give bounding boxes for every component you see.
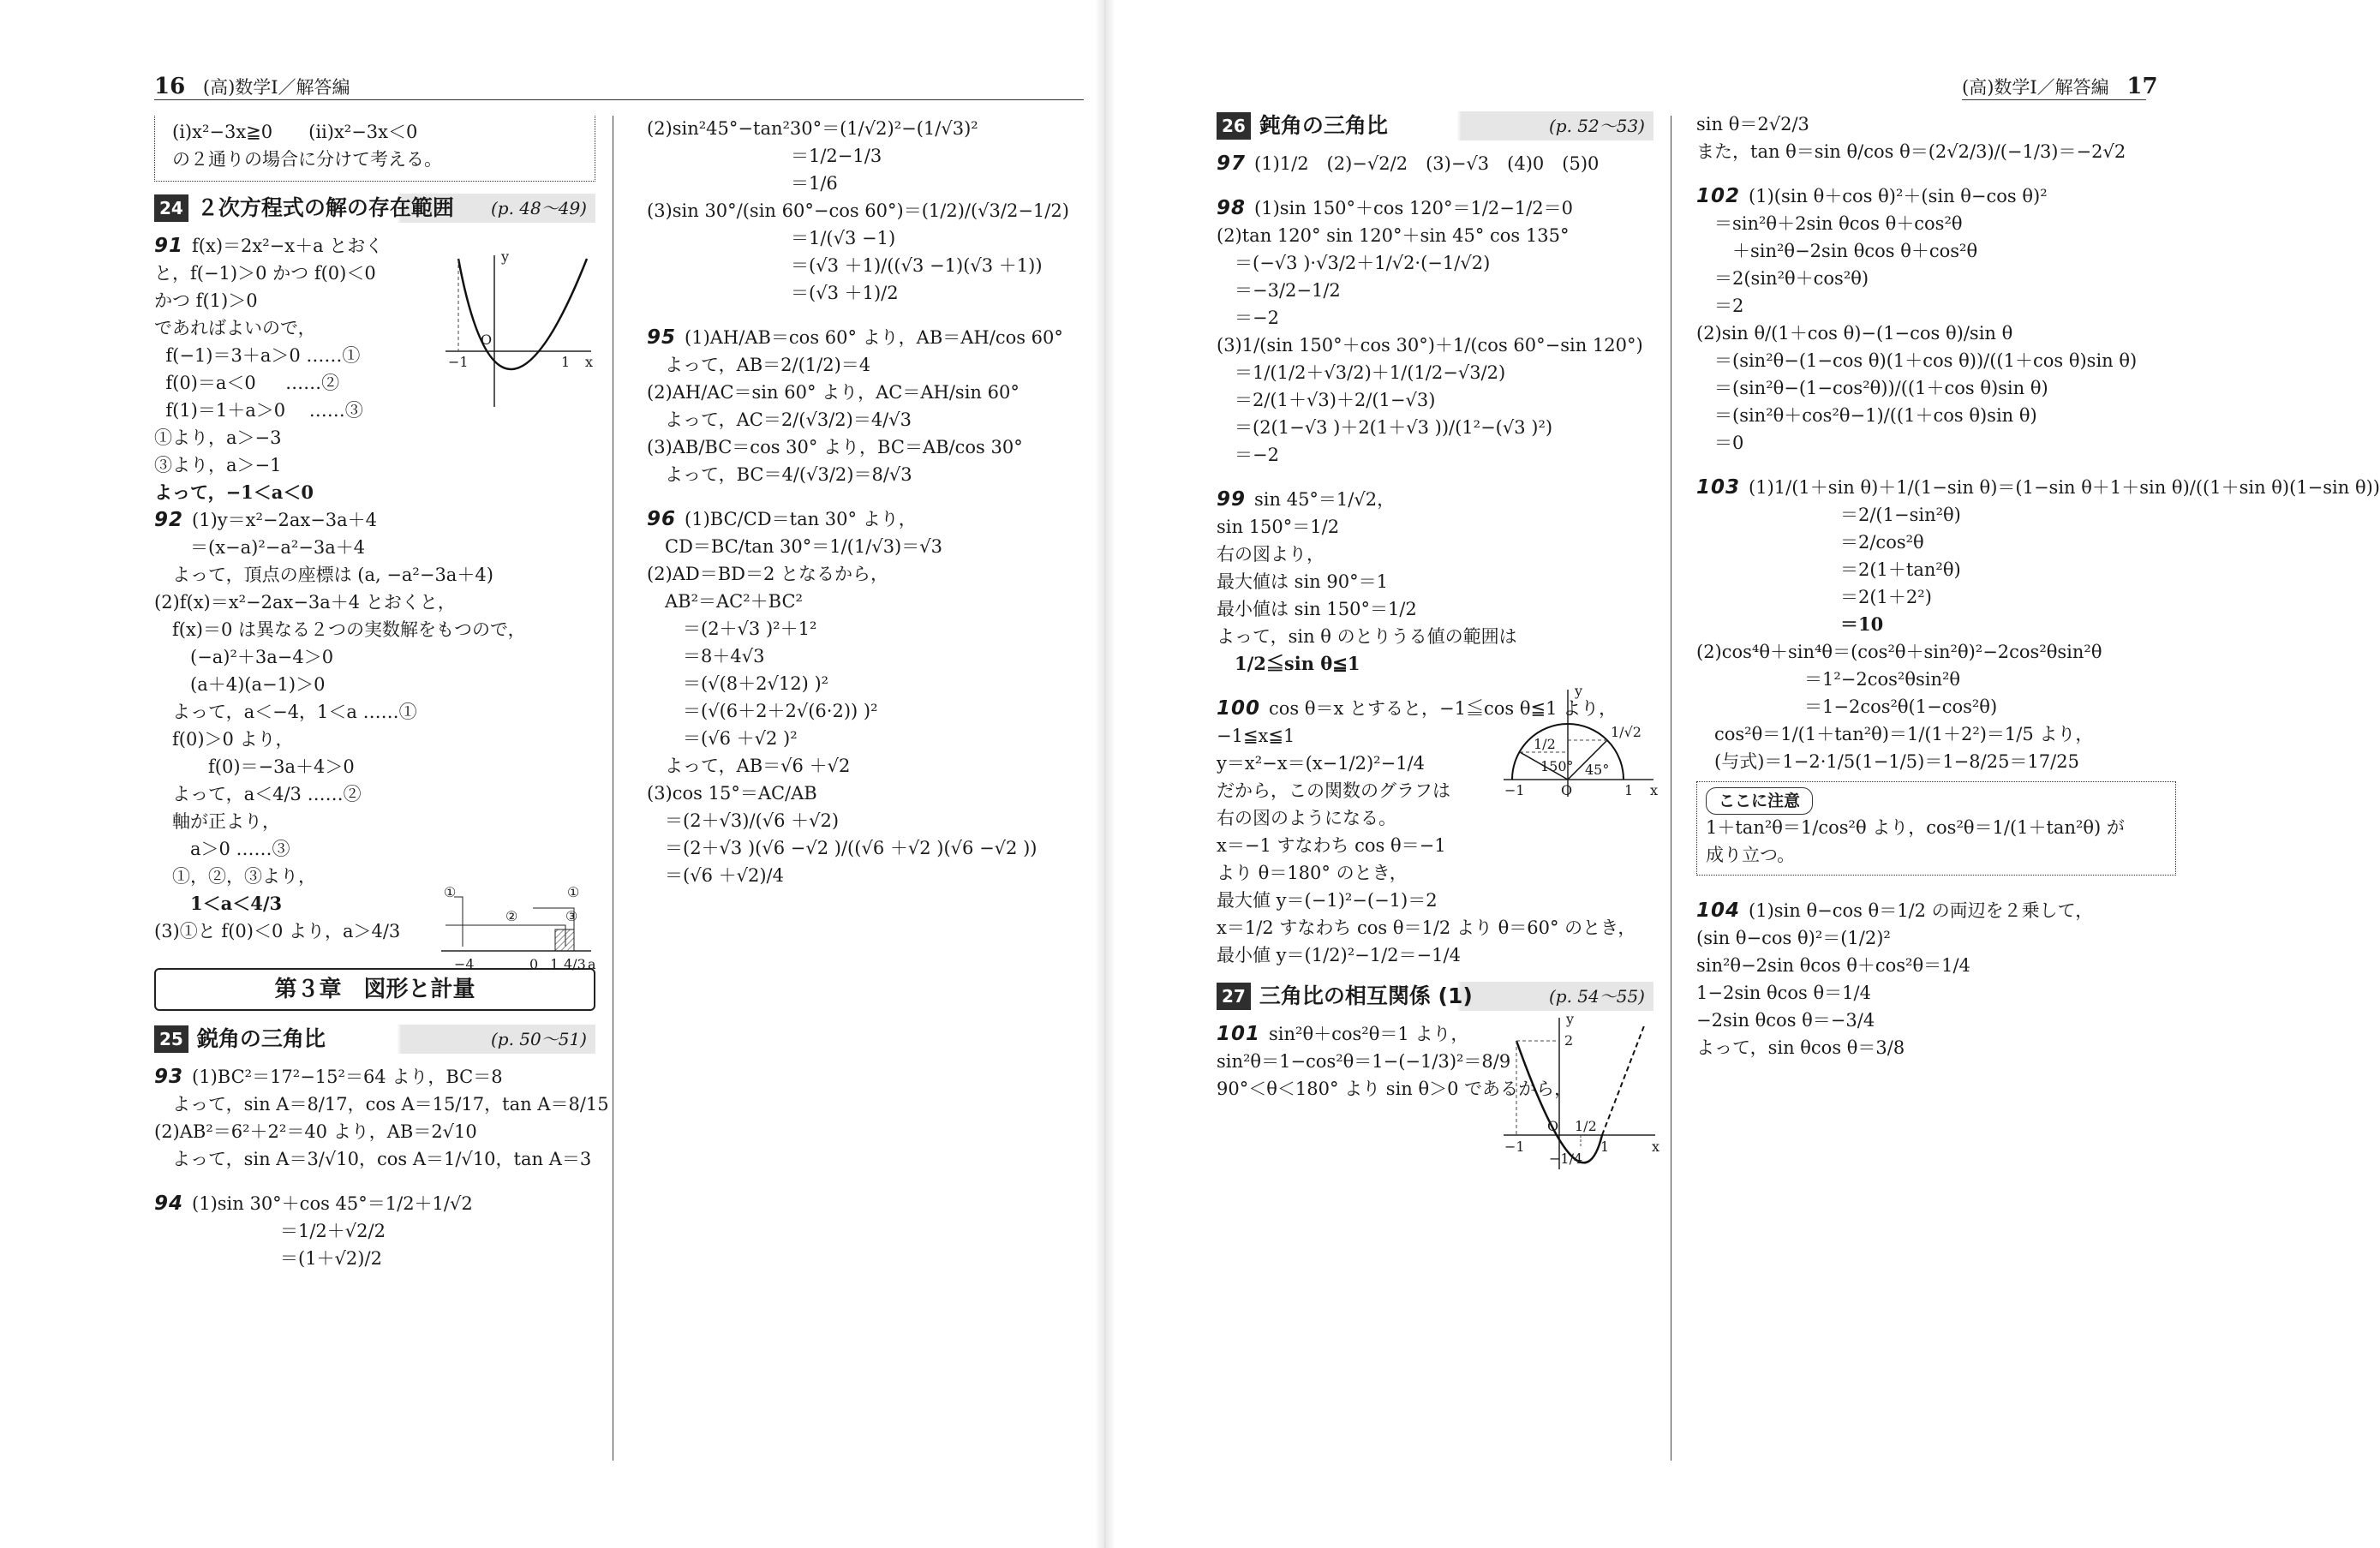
problem-number: 104 [1696, 900, 1741, 922]
answer-line: ＝2(1＋2²) [1696, 587, 1932, 607]
answer-line: (1)sin 150°＋cos 120°＝1/2−1/2＝0 [1254, 198, 1574, 218]
answer-line: f(x)＝0 は異なる２つの実数解をもつので， [154, 619, 526, 640]
answer-line: x＝−1 すなわち cos θ＝−1 [1217, 835, 1446, 856]
problem-number: 98 [1217, 197, 1247, 219]
section-pages: (p. 50〜51) [490, 1029, 587, 1049]
left-header-title: (高)数学Ⅰ／解答編 [202, 77, 350, 98]
answer-line: ＝(2(1−√3 )＋2(1＋√3 ))/(1²−(√3 )²) [1217, 417, 1553, 438]
answer-line: また，tan θ＝sin θ/cos θ＝(2√2/3)/(−1/3)＝−2√2 [1696, 141, 2126, 162]
section-number: 24 [154, 194, 188, 222]
right-page-number: 17 [2126, 74, 2158, 99]
answer-line: (2)f(x)＝x²−2ax−3a＋4 とおくと， [154, 592, 456, 613]
answer-line: (1)sin θ−cos θ＝1/2 の両辺を２乗して， [1749, 900, 2094, 921]
left-column-2 [647, 116, 1092, 890]
answer-line: f(x)＝2x²−x＋a とおく [192, 236, 384, 256]
problem-98 [1217, 195, 1653, 469]
fig-label: 1 [550, 956, 559, 972]
answer-line: sin 150°＝1/2 [1217, 517, 1340, 537]
problem-94-cont [647, 116, 1092, 308]
answer-line: 1−2sin θcos θ＝1/4 [1696, 983, 1871, 1003]
answer-line: と，f(−1)＞0 かつ f(0)＜0 [154, 263, 376, 284]
fig-label: −4 [454, 956, 475, 972]
note-line: 1＋tan²θ＝1/cos²θ より，cos²θ＝1/(1＋tan²θ) が [1706, 817, 2125, 838]
answer-line: よって，AB＝√6 ＋√2 [647, 756, 851, 776]
answer-line: よって，AB＝2/(1/2)＝4 [647, 355, 871, 375]
answer-line: ＝−2 [1217, 445, 1279, 465]
answer-line: よって，a＜4/3 ……② [154, 784, 362, 804]
fig-label: −1 [1504, 782, 1525, 798]
problem-101-cont [1696, 111, 2176, 166]
answer-line: −2sin θcos θ＝−3/4 [1696, 1010, 1875, 1031]
problem-number: 97 [1217, 152, 1247, 175]
answer-line: (−a)²＋3a−4＞0 [154, 647, 334, 667]
answer-line: だから，この関数のグラフは [1217, 780, 1450, 801]
right-header-rule [1962, 99, 2146, 100]
answer-line: (与式)＝1−2·1/5(1−1/5)＝1−8/25＝17/25 [1696, 751, 2079, 772]
answer-line: ＝(sin²θ＋cos²θ−1)/((1＋cos θ)sin θ) [1696, 405, 2037, 426]
note-title: ここに注意 [1706, 787, 1813, 815]
answer-line: (2)tan 120° sin 120°＋sin 45° cos 135° [1217, 225, 1570, 246]
fig-label: a [588, 956, 596, 972]
problem-number: 101 [1217, 1023, 1261, 1045]
fig-label: x [1650, 782, 1659, 798]
answer-line: ＝−3/2−1/2 [1217, 280, 1341, 301]
answer-line: (3)AB/BC＝cos 30° より，BC＝AB/cos 30° [647, 437, 1023, 457]
problem-number: 102 [1696, 185, 1741, 207]
answer-line: (a＋4)(a−1)＞0 [154, 674, 326, 695]
problem-94 [154, 1191, 595, 1273]
answer-line: (1)y＝x²−2ax−3a＋4 [192, 510, 378, 530]
answer-line: (1)sin 30°＋cos 45°＝1/2＋1/√2 [192, 1193, 473, 1214]
fig-label: y [1575, 683, 1583, 699]
answer-line: (1)BC²＝17²−15²＝64 より，BC＝8 [192, 1067, 503, 1087]
answer-line: ＝−2 [1217, 308, 1279, 328]
answer-line: よって，−1＜a＜0 [154, 481, 314, 503]
answer-line: よって，a＜−4，1＜a ……① [154, 702, 417, 722]
section-pages: (p. 54〜55) [1548, 986, 1645, 1007]
answer-line: f(0)＝a＜0 ……② [154, 373, 340, 393]
answer-line: (2)AD＝BD＝2 となるから， [647, 564, 889, 584]
fig-label: O [481, 332, 493, 348]
figure-92-number-line [437, 884, 600, 981]
answer-line: (1)1/2 (2)−√2/2 (3)−√3 (4)0 (5)0 [1254, 153, 1600, 174]
answer-line: ＝(sin²θ−(1−cos²θ))/((1＋cos θ)sin θ) [1696, 378, 2048, 398]
answer-line: f(0)＝−3a＋4＞0 [154, 756, 355, 777]
section-number: 27 [1217, 983, 1251, 1010]
fig-label: −1 [448, 354, 469, 370]
fig-label: ① [444, 884, 457, 900]
answer-line: ＝2/(1−sin²θ) [1696, 505, 1961, 525]
answer-line: ①，②，③より， [154, 866, 316, 887]
answer-line: ＝(x−a)²−a²−3a＋4 [154, 537, 366, 558]
fig-label: 4/3 [564, 956, 586, 972]
answer-line: 1＜a＜4/3 [154, 893, 283, 914]
right-column-1 [1217, 111, 1653, 1103]
answer-line: ＝(√6 ＋√2 )² [647, 728, 798, 749]
left-page [0, 0, 1105, 1548]
section-title: 三角比の相互関係 (1) [1259, 983, 1473, 1008]
answer-line: CD＝BC/tan 30°＝1/(1/√3)＝√3 [647, 536, 942, 557]
answer-line: ＝1/(1/2＋√3/2)＋1/(1/2−√3/2) [1217, 362, 1506, 383]
problem-number: 95 [647, 326, 677, 349]
problem-number: 103 [1696, 476, 1741, 499]
note-line: 成り立つ。 [1706, 845, 1796, 865]
answer-line: ＝8＋4√3 [647, 646, 765, 666]
answer-line: ＝(2＋√3)/(√6 ＋√2) [647, 810, 840, 831]
fig-label: 45° [1585, 762, 1610, 778]
section-number: 25 [154, 1025, 188, 1053]
answer-line: ＝10 [1696, 613, 1884, 635]
problem-92 [154, 507, 595, 946]
answer-line: 軸が正より， [154, 811, 280, 832]
answer-line: ＝1²−2cos²θsin²θ [1696, 669, 1961, 690]
section-27-heading [1217, 982, 1653, 1011]
problem-103 [1696, 475, 2380, 776]
answer-line: (3)cos 15°＝AC/AB [647, 783, 817, 804]
answer-line: −1≦x≦1 [1217, 726, 1295, 746]
right-header [1962, 74, 2158, 99]
right-column-2 [1696, 111, 2380, 1062]
answer-line: ＝(−√3 )·√3/2＋1/√2·(−1/√2) [1217, 253, 1491, 273]
answer-line: であればよいので， [154, 318, 316, 338]
chapter-3-heading: 第３章 図形と計量 [154, 968, 595, 1011]
answer-line: ＝1/2＋√2/2 [154, 1221, 386, 1241]
problem-93 [154, 1064, 609, 1174]
fig-label: 0 [529, 956, 539, 972]
answer-line: ＝(√3 ＋1)/((√3 −1)(√3 ＋1)) [647, 255, 1043, 276]
answer-line: よって，sin A＝8/17，cos A＝15/17，tan A＝8/15 [154, 1094, 609, 1115]
answer-line: 1/2≦sin θ≦1 [1217, 653, 1360, 674]
answer-line: sin 45°＝1/√2， [1254, 489, 1396, 510]
fig-label: x [1652, 1139, 1660, 1155]
answer-line: ＝2 [1696, 296, 1744, 316]
answer-line: よって，sin A＝3/√10，cos A＝1/√10，tan A＝3 [154, 1149, 592, 1169]
answer-line: かつ f(1)＞0 [154, 290, 258, 311]
answer-line: ＝(2＋√3 )²＋1² [647, 619, 817, 639]
answer-line: (2)AB²＝6²＋2²＝40 より，AB＝2√10 [154, 1121, 477, 1142]
answer-line: f(1)＝1＋a＞0 ……③ [154, 400, 363, 421]
problem-number: 91 [154, 235, 184, 257]
answer-line: f(0)＞0 より， [154, 729, 294, 750]
answer-line: 右の図より， [1217, 544, 1325, 565]
answer-line: (1)BC/CD＝tan 30° より， [685, 509, 917, 529]
answer-line: ＝2/(1＋√3)＋2/(1−√3) [1217, 390, 1436, 410]
answer-line: ＝(√3 ＋1)/2 [647, 283, 899, 303]
figure-99-unit-circle [1499, 685, 1662, 805]
fig-label: y [501, 248, 510, 265]
answer-line: x＝1/2 すなわち cos θ＝1/2 より θ＝60° のとき， [1217, 917, 1636, 938]
left-header [154, 74, 350, 99]
fig-label: −1 [1504, 1139, 1525, 1155]
problem-99 [1217, 487, 1653, 678]
answer-line: ＝(2＋√3 )(√6 −√2 )/((√6 ＋√2 )(√6 −√2 )) [647, 838, 1038, 858]
fig-label: 150° [1540, 758, 1574, 774]
problem-95 [647, 325, 1092, 489]
fig-label: −1/4 [1549, 1151, 1583, 1167]
answer-line: ＝2(1＋tan²θ) [1696, 559, 1961, 580]
problem-number: 93 [154, 1066, 184, 1088]
answer-line: sin²θ−2sin θcos θ＋cos²θ＝1/4 [1696, 955, 1970, 976]
fig-label: O [1547, 1118, 1559, 1134]
answer-line: sin θ＝2√2/3 [1696, 114, 1809, 134]
answer-line: cos²θ＝1/(1＋tan²θ)＝1/(1＋2²)＝1/5 より， [1696, 724, 2094, 744]
top-note-line: の２通りの場合に分けて考える。 [172, 149, 442, 170]
figure-91-parabola [441, 248, 595, 411]
answer-line: (1)AH/AB＝cos 60° より，AB＝AH/cos 60° [685, 327, 1063, 348]
problem-number: 92 [154, 509, 184, 531]
fig-label: ① [567, 884, 580, 900]
fig-label: ③ [565, 908, 578, 924]
answer-line: (sin θ−cos θ)²＝(1/2)² [1696, 928, 1891, 948]
answer-line: ①より，a＞−3 [154, 427, 282, 448]
answer-line: ＝1/2−1/3 [647, 146, 882, 166]
problem-96 [647, 506, 1092, 890]
problem-number: 94 [154, 1192, 184, 1215]
problem-97 [1217, 151, 1653, 178]
top-note-box [154, 116, 595, 182]
problem-104 [1696, 898, 2176, 1062]
answer-line: ＝(√(6＋2＋2√(6·2)) )² [647, 701, 878, 721]
left-header-rule [154, 99, 1084, 100]
answer-line: (2)sin²45°−tan²30°＝(1/√2)²−(1/√3)² [647, 118, 978, 139]
section-title: 鈍角の三角比 [1259, 113, 1388, 138]
answer-line: a＞0 ……③ [154, 839, 290, 859]
right-page [1105, 0, 2380, 1548]
answer-line: (1)(sin θ＋cos θ)²＋(sin θ−cos θ)² [1749, 186, 2048, 206]
answer-line: よって，BC＝4/(√3/2)＝8/√3 [647, 464, 912, 485]
answer-line: ＝(√(8＋2√12) )² [647, 673, 829, 694]
fig-label: x [585, 354, 594, 370]
section-25-heading [154, 1025, 595, 1054]
answer-line: ＝1/6 [647, 173, 838, 194]
answer-line: 右の図のようになる。 [1217, 808, 1396, 828]
fig-label: 1/√2 [1611, 724, 1641, 740]
section-title: ２次方程式の解の存在範囲 [196, 195, 454, 220]
fig-label: 1/2 [1534, 736, 1556, 752]
problem-number: 100 [1217, 697, 1261, 720]
answer-line: ＋sin²θ−2sin θcos θ＋cos²θ [1696, 241, 1978, 261]
answer-line: (1)1/(1＋sin θ)＋1/(1−sin θ)＝(1−sin θ＋1＋sin θ)/((1＋sin θ)(1−sin θ)) [1749, 477, 2380, 498]
answer-line: (2)AH/AC＝sin 60° より，AC＝AH/sin 60° [647, 382, 1020, 403]
answer-line: 最大値は sin 90°＝1 [1217, 571, 1388, 592]
answer-line: よって，頂点の座標は (a, −a²−3a＋4) [154, 565, 493, 585]
answer-line: (3)①と f(0)＜0 より，a＞4/3 [154, 921, 401, 941]
section-26-heading [1217, 111, 1653, 140]
answer-line: cos θ＝x とすると，−1≦cos θ≦1 より， [1269, 698, 1618, 719]
section-title: 鋭角の三角比 [196, 1026, 326, 1051]
answer-line: ＝2/cos²θ [1696, 532, 1924, 553]
fig-label: y [1566, 1011, 1575, 1027]
answer-line: (2)cos⁴θ＋sin⁴θ＝(cos²θ＋sin²θ)²−2cos²θsin²θ [1696, 642, 2102, 662]
answer-line: 最小値 y＝(1/2)²−1/2＝−1/4 [1217, 945, 1461, 965]
section-pages: (p. 52〜53) [1548, 116, 1645, 136]
answer-line: f(−1)＝3＋a＞0 ……① [154, 345, 361, 366]
answer-line: (2)sin θ/(1＋cos θ)−(1−cos θ)/sin θ [1696, 323, 2013, 344]
section-pages: (p. 48〜49) [490, 198, 587, 218]
section-number: 26 [1217, 112, 1251, 140]
answer-line: 最小値は sin 150°＝1/2 [1217, 599, 1417, 619]
answer-line: よって，AC＝2/(√3/2)＝4/√3 [647, 409, 912, 430]
right-header-title: (高)数学Ⅰ／解答編 [1962, 77, 2109, 98]
fig-label: 1 [1600, 1139, 1610, 1155]
fig-label: O [1561, 782, 1573, 798]
answer-line: ＝sin²θ＋2sin θcos θ＋cos²θ [1696, 213, 1963, 234]
answer-line: よって，sin θcos θ＝3/8 [1696, 1037, 1905, 1058]
answer-line: ③より，a＞−1 [154, 455, 282, 475]
fig-label: 1/2 [1575, 1118, 1597, 1134]
answer-line: ＝1/(√3 −1) [647, 228, 896, 248]
problem-102 [1696, 183, 2176, 457]
answer-line: 90°＜θ＜180° より sin θ＞0 であるから， [1217, 1079, 1573, 1099]
answer-line: ＝2(sin²θ＋cos²θ) [1696, 268, 1869, 289]
answer-line: よって，sin θ のとりうる値の範囲は [1217, 626, 1517, 647]
answer-line: ＝(√6 ＋√2)/4 [647, 865, 784, 886]
answer-line: sin²θ＝1−cos²θ＝1−(−1/3)²＝8/9 [1217, 1051, 1511, 1072]
answer-line: (3)1/(sin 150°＋cos 30°)＋1/(cos 60°−sin 120°) [1217, 335, 1643, 356]
problem-number: 99 [1217, 488, 1247, 511]
caution-note-box [1696, 781, 2176, 876]
section-24-heading [154, 194, 595, 223]
answer-line: ＝1−2cos²θ(1−cos²θ) [1696, 696, 1998, 717]
answer-line: ＝0 [1696, 433, 1744, 453]
answer-line: (3)sin 30°/(sin 60°−cos 60°)＝(1/2)/(√3/2−1/2) [647, 200, 1069, 221]
fig-label: ② [505, 908, 518, 924]
problem-number: 96 [647, 508, 677, 530]
answer-line: ＝(sin²θ−(1−cos θ)(1＋cos θ))/((1＋cos θ)sin θ) [1696, 350, 2138, 371]
fig-label: 1 [1624, 782, 1634, 798]
answer-line: AB²＝AC²＋BC² [647, 591, 803, 612]
answer-line: y＝x²−x＝(x−1/2)²−1/4 [1217, 753, 1425, 774]
figure-100-parabola [1499, 1011, 1662, 1174]
fig-label: 2 [1564, 1032, 1574, 1049]
top-note-line: (ⅰ)x²−3x≧0 (ⅱ)x²−3x＜0 [172, 122, 418, 142]
answer-line: ＝(1＋√2)/2 [154, 1248, 382, 1269]
answer-line: sin²θ＋cos²θ＝1 より， [1269, 1024, 1469, 1044]
answer-line: 最大値 y＝(−1)²−(−1)＝2 [1217, 890, 1438, 911]
fig-label: 1 [561, 354, 571, 370]
left-page-number: 16 [154, 74, 186, 99]
answer-line: より θ＝180° のとき， [1217, 863, 1408, 883]
